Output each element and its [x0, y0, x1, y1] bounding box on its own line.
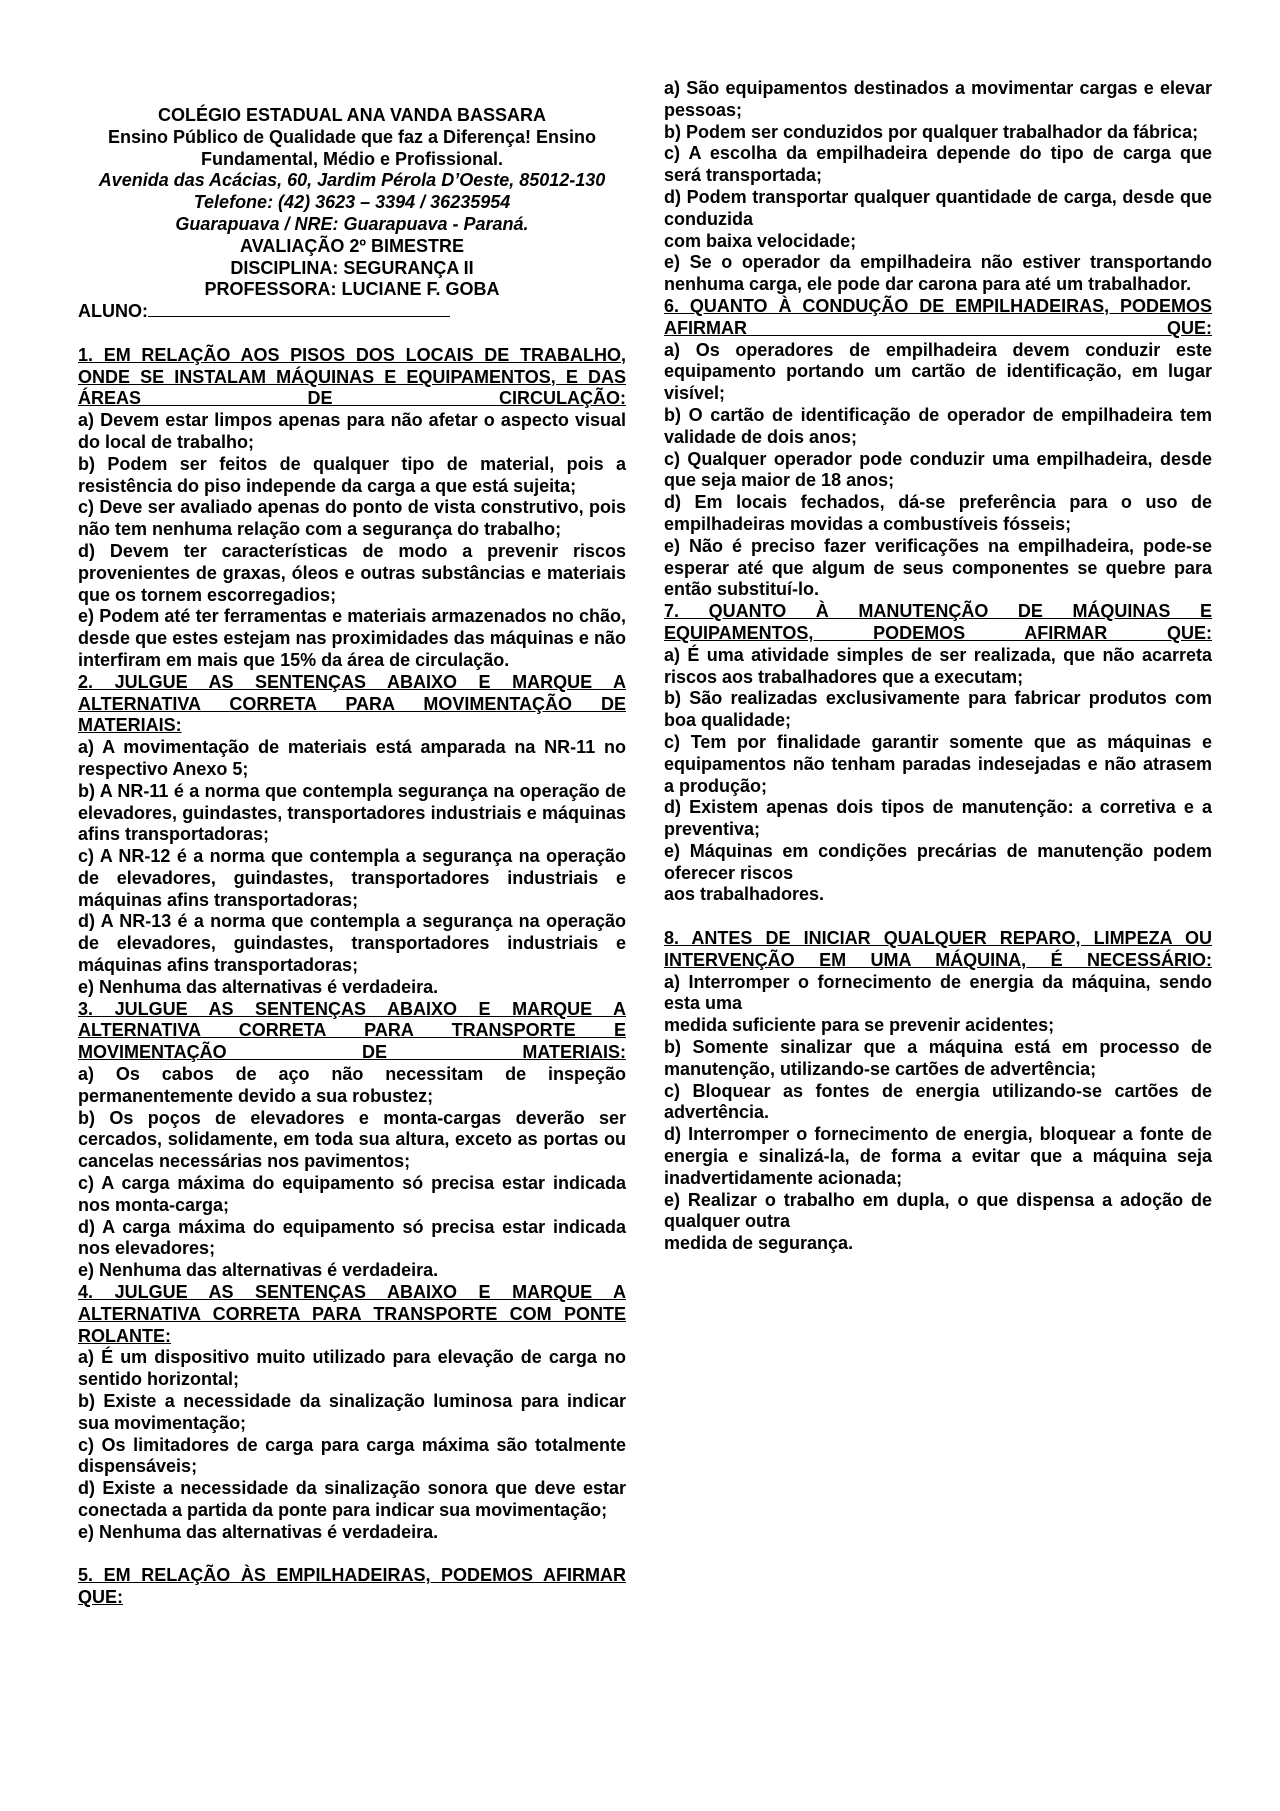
option-b: b) Existe a necessidade da sinalização luminosa para indicar sua movimentação;: [78, 1391, 626, 1433]
question-2: [78, 672, 626, 999]
option-d: d) Existem apenas dois tipos de manutenção: a corretiva e a preventiva;: [664, 797, 1212, 840]
option-e: e) Podem até ter ferramentas e materiais armazenados no chão, desde que estes estejam nas proximidades das máquinas e não interfiram em mais que 15% da área de circulação.: [78, 606, 626, 670]
spacer: [78, 1544, 626, 1566]
school-name: COLÉGIO ESTADUAL ANA VANDA BASSARA: [157, 105, 546, 125]
question-5-options: [664, 78, 1212, 296]
option-b: b) São realizadas exclusivamente para fabricar produtos com boa qualidade;: [664, 688, 1212, 731]
option-b: b) O cartão de identificação de operador de empilhadeira tem validade de dois anos;: [664, 404, 1212, 447]
option-a: a) Os operadores de empilhadeira devem conduzir este equipamento portando um cartão de identificação, em lugar visível;: [664, 339, 1212, 404]
option-b: b) Podem ser feitos de qualquer tipo de material, pois a resistência do piso independe da carga a que está sujeita;: [78, 453, 626, 496]
option-c: c) A escolha da empilhadeira depende do tipo de carga que será transportada;: [664, 143, 1212, 186]
option-a-continued: medida suficiente para se prevenir acidentes;: [664, 1015, 1055, 1036]
teacher: PROFESSORA: LUCIANE F. GOBA: [204, 279, 500, 300]
student-name-blank: [148, 302, 450, 317]
option-d: d) Devem ter características de modo a prevenir riscos provenientes de graxas, óleos e outras substâncias e materiais que os tornem escorregadios;: [78, 540, 626, 605]
option-e-continued: aos trabalhadores.: [664, 884, 825, 905]
option-e-continued: medida de segurança.: [664, 1233, 854, 1254]
left-column: [78, 105, 626, 1609]
spacer: [78, 323, 626, 345]
option-d: d) Interromper o fornecimento de energia, bloquear a fonte de energia e sinalizá-la, de forma a evitar que a máquina seja inadvertidamente acionada;: [664, 1124, 1212, 1188]
option-c: c) A carga máxima do equipamento só precisa estar indicada nos monta-carga;: [78, 1173, 626, 1215]
question-title: 6. QUANTO À CONDUÇÃO DE EMPILHADEIRAS, PODEMOS AFIRMAR QUE:: [664, 295, 1212, 338]
student-label: ALUNO:: [78, 301, 148, 322]
school-city: Guarapuava / NRE: Guarapuava - Paraná.: [175, 213, 529, 234]
right-column: [664, 78, 1212, 1255]
option-a: a) É uma atividade simples de ser realizada, que não acarreta riscos aos trabalhadores que a executam;: [664, 644, 1212, 687]
option-e: e) Nenhuma das alternativas é verdadeira.: [78, 976, 439, 997]
exam-title: AVALIAÇÃO 2º BIMESTRE: [240, 235, 464, 256]
school-phone: Telefone: (42) 3623 – 3394 / 36235954: [193, 192, 511, 213]
question-title: 1. EM RELAÇÃO AOS PISOS DOS LOCAIS DE TRABALHO, ONDE SE INSTALAM MÁQUINAS E EQUIPAMENTOS, E DAS ÁREAS DE CIRCULAÇÃO:: [78, 344, 626, 409]
question-5-title: [78, 1565, 626, 1609]
discipline: DISCIPLINA: SEGURANÇA II: [230, 257, 474, 278]
option-c: c) Deve ser avaliado apenas do ponto de vista construtivo, pois não tem nenhuma relação com a segurança do trabalho;: [78, 497, 626, 540]
question-4: [78, 1282, 626, 1544]
option-d: d) A NR-13 é a norma que contempla a segurança na operação de elevadores, guindastes, transportadores industriais e máquinas afins transportadoras;: [78, 911, 626, 976]
option-a: a) São equipamentos destinados a movimentar cargas e elevar pessoas;: [664, 78, 1212, 120]
question-3: [78, 999, 626, 1282]
question-7: [664, 601, 1212, 906]
option-e: e) Nenhuma das alternativas é verdadeira.: [78, 1521, 439, 1542]
option-d: d) Podem transportar qualquer quantidade de carga, desde que conduzida: [664, 186, 1212, 229]
question-title: 2. JULGUE AS SENTENÇAS ABAIXO E MARQUE A ALTERNATIVA CORRETA PARA MOVIMENTAÇÃO DE MATERIAIS:: [78, 671, 626, 736]
option-e: e) Nenhuma das alternativas é verdadeira.: [78, 1260, 439, 1281]
option-d: d) Existe a necessidade da sinalização sonora que deve estar conectada a partida da ponte para indicar sua movimentação;: [78, 1478, 626, 1520]
option-b: b) Somente sinalizar que a máquina está em processo de manutenção, utilizando-se cartões de advertência;: [664, 1037, 1212, 1079]
question-title: 4. JULGUE AS SENTENÇAS ABAIXO E MARQUE A ALTERNATIVA CORRETA PARA TRANSPORTE COM PONTE ROLANTE:: [78, 1282, 626, 1346]
question-6: [664, 296, 1212, 601]
option-d-continued: com baixa velocidade;: [664, 230, 857, 251]
spacer: [664, 906, 1212, 928]
option-d: d) Em locais fechados, dá-se preferência para o uso de empilhadeiras movidas a combustíveis fósseis;: [664, 492, 1212, 534]
option-c: c) Bloquear as fontes de energia utilizando-se cartões de advertência.: [664, 1080, 1212, 1123]
option-a: a) Interromper o fornecimento de energia da máquina, sendo esta uma: [664, 971, 1212, 1014]
option-c: c) Os limitadores de carga para carga máxima são totalmente dispensáveis;: [78, 1434, 626, 1477]
option-e: e) Máquinas em condições precárias de manutenção podem oferecer riscos: [664, 840, 1212, 883]
option-e: e) Realizar o trabalho em dupla, o que dispensa a adoção de qualquer outra: [664, 1189, 1212, 1232]
option-b: b) Os poços de elevadores e monta-cargas deverão ser cercados, solidamente, em toda sua altura, exceto as portas ou cancelas necessárias nos pavimentos;: [78, 1107, 626, 1172]
option-c: c) Qualquer operador pode conduzir uma empilhadeira, desde que seja maior de 18 anos;: [664, 448, 1212, 491]
option-d: d) A carga máxima do equipamento só precisa estar indicada nos elevadores;: [78, 1216, 626, 1259]
question-title: 3. JULGUE AS SENTENÇAS ABAIXO E MARQUE A ALTERNATIVA CORRETA PARA TRANSPORTE E MOVIMENTAÇÃO DE MATERIAIS:: [78, 998, 626, 1063]
school-address: Avenida das Acácias, 60, Jardim Pérola D’Oeste, 85012-130: [98, 170, 606, 191]
option-c: c) Tem por finalidade garantir somente que as máquinas e equipamentos não tenham paradas indesejadas e não atrasem a produção;: [664, 731, 1212, 796]
option-a: a) Devem estar limpos apenas para não afetar o aspecto visual do local de trabalho;: [78, 410, 626, 452]
school-motto: Ensino Público de Qualidade que faz a Diferença! Ensino Fundamental, Médio e Profissional.: [107, 126, 597, 169]
option-e: e) Se o operador da empilhadeira não estiver transportando nenhuma carga, ele pode dar carona para até um trabalhador.: [664, 252, 1212, 295]
option-a: a) Os cabos de aço não necessitam de inspeção permanentemente devido a sua robustez;: [78, 1064, 626, 1106]
option-b: b) A NR-11 é a norma que contempla segurança na operação de elevadores, guindastes, transportadores industriais e máquinas afins transportadoras;: [78, 780, 626, 845]
student-name-field: [78, 301, 626, 323]
option-e: e) Não é preciso fazer verificações na empilhadeira, pode-se esperar até que algum de seus componentes se quebre para então substituí-lo.: [664, 535, 1212, 600]
question-1: [78, 345, 626, 672]
option-b: b) Podem ser conduzidos por qualquer trabalhador da fábrica;: [664, 121, 1199, 142]
option-c: c) A NR-12 é a norma que contempla a segurança na operação de elevadores, guindastes, transportadores industriais e máquinas afins transportadoras;: [78, 846, 626, 910]
question-title: 8. ANTES DE INICIAR QUALQUER REPARO, LIMPEZA OU INTERVENÇÃO EM UMA MÁQUINA, É NECESSÁRIO:: [664, 928, 1212, 970]
option-a: a) A movimentação de materiais está amparada na NR-11 no respectivo Anexo 5;: [78, 737, 626, 779]
question-8: [664, 928, 1212, 1255]
school-header: [78, 105, 626, 301]
option-a: a) É um dispositivo muito utilizado para elevação de carga no sentido horizontal;: [78, 1347, 626, 1390]
question-title: 5. EM RELAÇÃO ÀS EMPILHADEIRAS, PODEMOS AFIRMAR QUE:: [78, 1565, 626, 1608]
question-title: 7. QUANTO À MANUTENÇÃO DE MÁQUINAS E EQUIPAMENTOS, PODEMOS AFIRMAR QUE:: [664, 601, 1212, 643]
